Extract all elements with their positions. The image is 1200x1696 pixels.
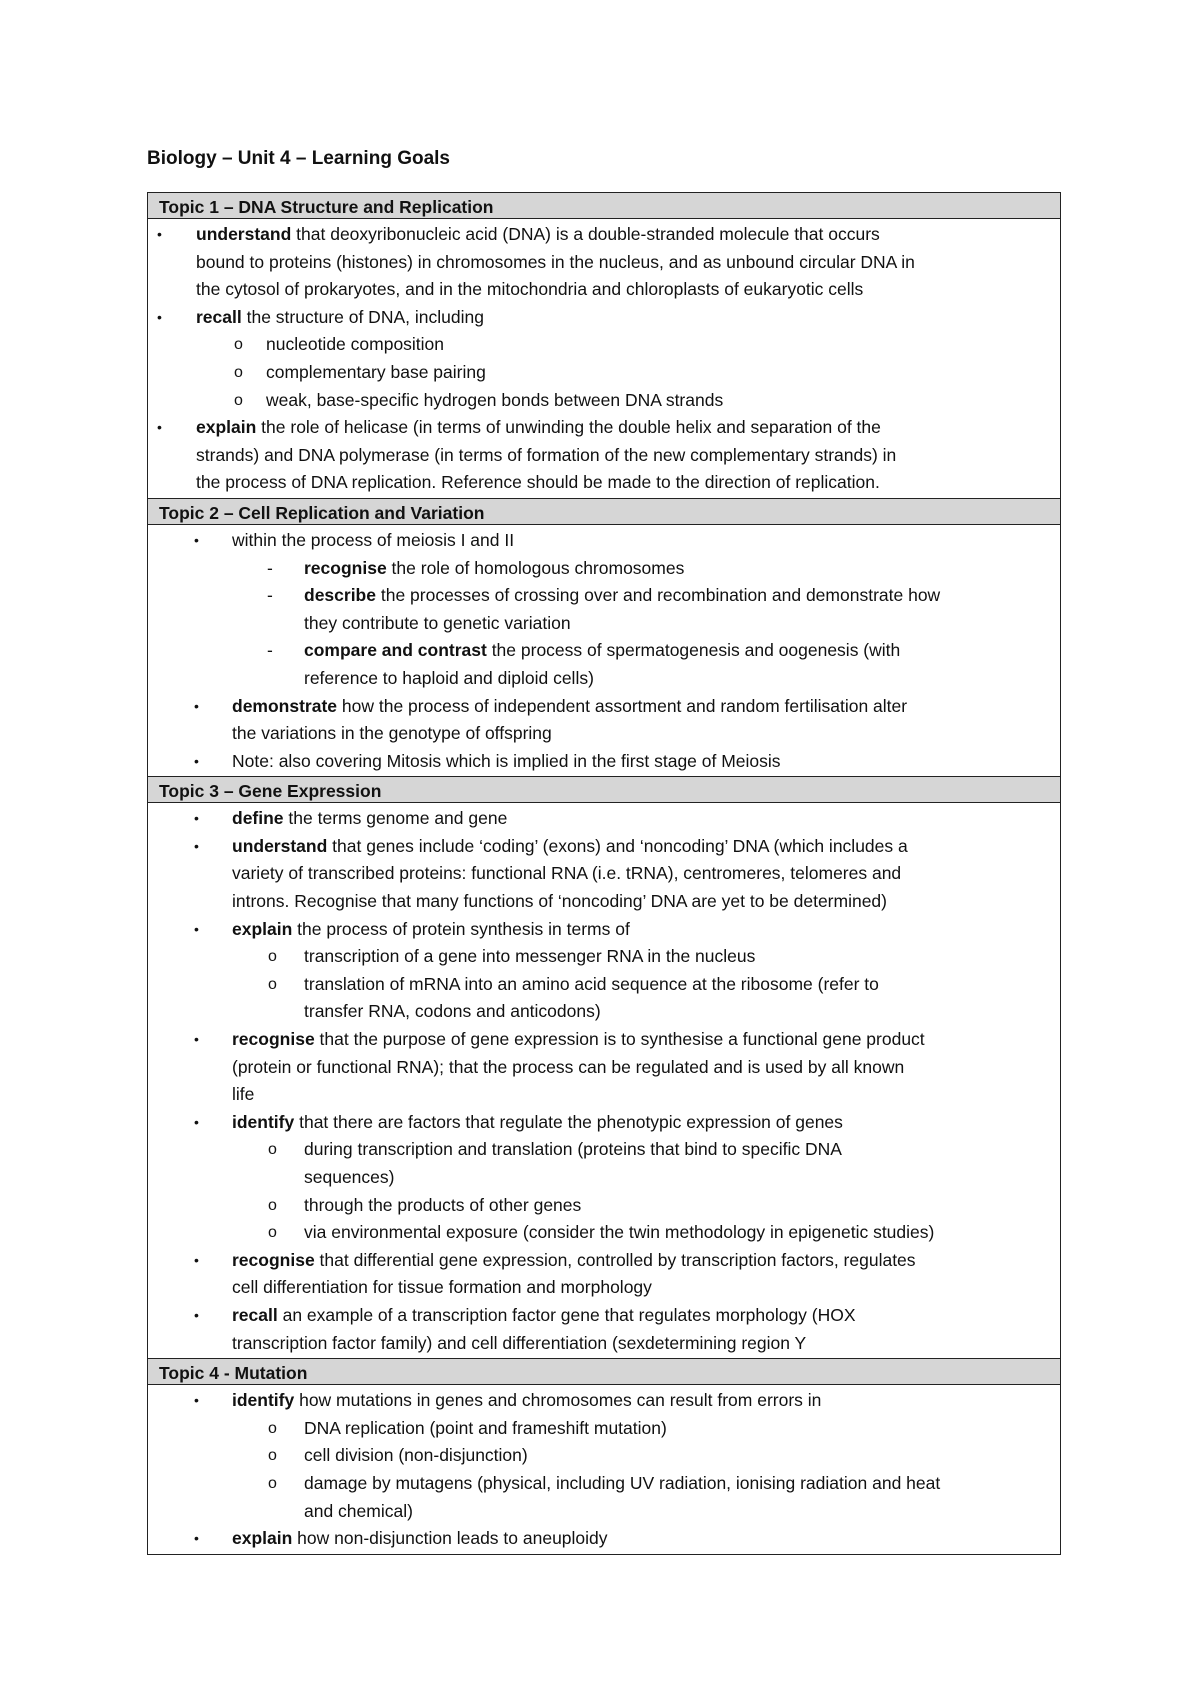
goal-text: the role of helicase (in terms of unwinding the double helix and separation of the	[256, 417, 881, 438]
goal-line	[148, 304, 1060, 332]
goal-text: transcription of a gene into messenger RNA in the nucleus	[304, 946, 756, 967]
topic-header-2: Topic 2 – Cell Replication and Variation	[148, 498, 1060, 525]
goal-line	[148, 221, 1060, 249]
topic-header-1: Topic 1 – DNA Structure and Replication	[148, 192, 1060, 219]
goal-text: transcription factor family) and cell differentiation (sexdetermining region Y	[232, 1332, 807, 1353]
goal-text: within the process of meiosis I and II	[232, 529, 515, 550]
goal-line	[148, 1525, 1060, 1553]
goal-line	[148, 1498, 1060, 1526]
goal-line	[148, 805, 1060, 833]
goal-text: that genes include ‘coding’ (exons) and ‘noncoding’ DNA (which includes a	[327, 835, 908, 856]
goal-text: that there are factors that regulate the phenotypic expression of genes	[294, 1111, 843, 1132]
bullet-marker: •	[157, 226, 162, 242]
goal-text: through the products of other genes	[304, 1194, 582, 1215]
command-verb: explain	[232, 1528, 293, 1549]
sub-bullet-marker: o	[268, 1224, 277, 1242]
dash-marker: -	[267, 585, 273, 606]
goal-line	[148, 1164, 1060, 1192]
goal-line	[148, 1081, 1060, 1109]
goal-line	[148, 916, 1060, 944]
bullet-marker: •	[157, 308, 162, 325]
goal-text: cell differentiation for tissue formation and morphology	[232, 1277, 652, 1298]
topic-body-1	[148, 219, 1060, 498]
bullet-marker: •	[194, 920, 199, 937]
goal-text: the variations in the genotype of offspring	[232, 723, 552, 744]
goal-line	[148, 582, 1060, 610]
goal-line	[148, 720, 1060, 748]
command-verb: recognise	[232, 1029, 315, 1050]
command-verb: demonstrate	[232, 695, 338, 716]
goal-text: nucleotide composition	[266, 334, 445, 355]
goal-text: and chemical)	[304, 1500, 413, 1521]
goal-line	[148, 610, 1060, 638]
goal-line	[148, 860, 1060, 888]
goal-text: the terms genome and gene	[283, 808, 508, 829]
goal-text: the structure of DNA, including	[241, 306, 484, 327]
goal-line	[148, 442, 1060, 470]
goal-line	[148, 1054, 1060, 1082]
command-verb: recall	[232, 1304, 278, 1325]
goal-text: the processes of crossing over and recombination and demonstrate how	[375, 585, 941, 606]
sub-bullet-marker: o	[234, 336, 243, 354]
sub-bullet-marker: o	[268, 948, 277, 966]
goal-text: that deoxyribonucleic acid (DNA) is a double-stranded molecule that occurs	[291, 224, 880, 244]
command-verb: identify	[232, 1390, 295, 1411]
page-title: Biology – Unit 4 – Learning Goals	[147, 148, 450, 169]
goal-text: DNA replication (point and frameshift mutation)	[304, 1417, 667, 1438]
goal-line	[148, 833, 1060, 861]
command-verb: understand	[232, 835, 328, 856]
goal-text: weak, base-specific hydrogen bonds between DNA strands	[266, 389, 724, 410]
goal-text: introns. Recognise that many functions of ‘noncoding’ DNA are yet to be determined)	[232, 891, 887, 912]
goal-line	[148, 665, 1060, 693]
goal-text: cell division (non-disjunction)	[304, 1445, 528, 1466]
topic-header-3: Topic 3 – Gene Expression	[148, 776, 1060, 803]
command-verb: understand	[196, 224, 292, 244]
command-verb: describe	[304, 585, 376, 606]
goal-text: they contribute to genetic variation	[304, 612, 571, 633]
goal-text: via environmental exposure (consider the twin methodology in epigenetic studies)	[304, 1222, 935, 1243]
goal-line	[148, 1192, 1060, 1220]
goal-line	[148, 1302, 1060, 1330]
command-verb: compare and contrast	[304, 640, 487, 661]
learning-goals-table	[147, 192, 1061, 1555]
goal-text: (protein or functional RNA); that the process can be regulated and is used by all known	[232, 1056, 905, 1077]
goal-line	[148, 971, 1060, 999]
topic-body-2	[148, 525, 1060, 776]
command-verb: recognise	[304, 557, 387, 578]
goal-line	[148, 693, 1060, 721]
sub-bullet-marker: o	[268, 1447, 277, 1465]
sub-bullet-marker: o	[268, 1196, 277, 1214]
sub-bullet-marker: o	[268, 1474, 277, 1492]
goal-line	[148, 943, 1060, 971]
goal-line	[148, 249, 1060, 277]
goal-text: transfer RNA, codons and anticodons)	[304, 1001, 601, 1022]
goal-line	[148, 1109, 1060, 1137]
bullet-marker: •	[194, 752, 199, 769]
goal-text: the cytosol of prokaryotes, and in the mitochondria and chloroplasts of eukaryotic cells	[196, 279, 864, 300]
goal-text: variety of transcribed proteins: functional RNA (i.e. tRNA), centromeres, telomeres and	[232, 863, 902, 884]
goal-text: strands) and DNA polymerase (in terms of formation of the new complementary strands) in	[196, 444, 897, 465]
goal-line	[148, 276, 1060, 304]
bullet-marker: •	[194, 1306, 199, 1323]
goal-line	[148, 1274, 1060, 1302]
goal-text: sequences)	[304, 1167, 395, 1187]
goal-text: Note: also covering Mitosis which is implied in the first stage of Meiosis	[232, 750, 781, 771]
sub-bullet-marker: o	[234, 363, 243, 381]
bullet-marker: •	[194, 1113, 199, 1130]
command-verb: identify	[232, 1111, 295, 1132]
bullet-marker: •	[194, 837, 199, 854]
topic-body-4	[148, 1385, 1060, 1554]
goal-text: the process of spermatogenesis and oogenesis (with	[486, 640, 901, 661]
goal-line	[148, 555, 1060, 583]
command-verb: define	[232, 808, 284, 829]
goal-text: bound to proteins (histones) in chromosomes in the nucleus, and as unbound circular DNA in	[196, 251, 915, 272]
goal-line	[148, 998, 1060, 1026]
goal-line	[148, 888, 1060, 916]
goal-text: how mutations in genes and chromosomes can result from errors in	[294, 1390, 822, 1411]
goal-text: that differential gene expression, controlled by transcription factors, regulates	[314, 1249, 916, 1270]
goal-line	[148, 414, 1060, 442]
goal-line	[148, 359, 1060, 387]
goal-line	[148, 469, 1060, 497]
bullet-marker: •	[194, 531, 199, 548]
goal-text: life	[232, 1084, 255, 1105]
bullet-marker: •	[194, 697, 199, 714]
goal-text: translation of mRNA into an amino acid sequence at the ribosome (refer to	[304, 973, 879, 994]
bullet-marker: •	[194, 1392, 199, 1409]
sub-bullet-marker: o	[268, 975, 277, 993]
goal-text: how the process of independent assortment and random fertilisation alter	[337, 695, 908, 716]
goal-line	[148, 527, 1060, 555]
bullet-marker: •	[194, 810, 199, 827]
goal-line	[148, 1330, 1060, 1358]
goal-line	[148, 748, 1060, 776]
goal-line	[148, 1470, 1060, 1498]
goal-line	[148, 387, 1060, 415]
dash-marker: -	[267, 557, 273, 578]
goal-line	[148, 1136, 1060, 1164]
command-verb: recall	[196, 306, 242, 327]
goal-line	[148, 331, 1060, 359]
goal-text: the role of homologous chromosomes	[386, 557, 685, 578]
goal-text: how non-disjunction leads to aneuploidy	[292, 1528, 608, 1549]
topic-body-3	[148, 803, 1060, 1358]
command-verb: explain	[196, 417, 257, 438]
goal-line	[148, 1415, 1060, 1443]
goal-text: the process of protein synthesis in terms of	[292, 918, 630, 939]
bullet-marker: •	[194, 1031, 199, 1048]
topic-header-4: Topic 4 - Mutation	[148, 1358, 1060, 1385]
goal-text: the process of DNA replication. Reference should be made to the direction of replication.	[196, 472, 880, 493]
dash-marker: -	[267, 640, 273, 661]
goal-line	[148, 1247, 1060, 1275]
goal-text: damage by mutagens (physical, including UV radiation, ionising radiation and heat	[304, 1472, 941, 1493]
goal-text: complementary base pairing	[266, 361, 486, 382]
goal-line	[148, 1387, 1060, 1415]
goal-line	[148, 1442, 1060, 1470]
sub-bullet-marker: o	[234, 391, 243, 409]
command-verb: explain	[232, 918, 293, 939]
goal-text: during transcription and translation (proteins that bind to specific DNA	[304, 1139, 842, 1160]
bullet-marker: •	[194, 1251, 199, 1268]
goal-line	[148, 1219, 1060, 1247]
goal-text: that the purpose of gene expression is to synthesise a functional gene product	[314, 1029, 925, 1050]
goal-line	[148, 1026, 1060, 1054]
goal-text: an example of a transcription factor gene that regulates morphology (HOX	[277, 1304, 856, 1325]
command-verb: recognise	[232, 1249, 315, 1270]
sub-bullet-marker: o	[268, 1419, 277, 1437]
bullet-marker: •	[194, 1530, 199, 1547]
goal-line	[148, 637, 1060, 665]
bullet-marker: •	[157, 419, 162, 436]
goal-text: reference to haploid and diploid cells)	[304, 667, 594, 688]
sub-bullet-marker: o	[268, 1141, 277, 1159]
